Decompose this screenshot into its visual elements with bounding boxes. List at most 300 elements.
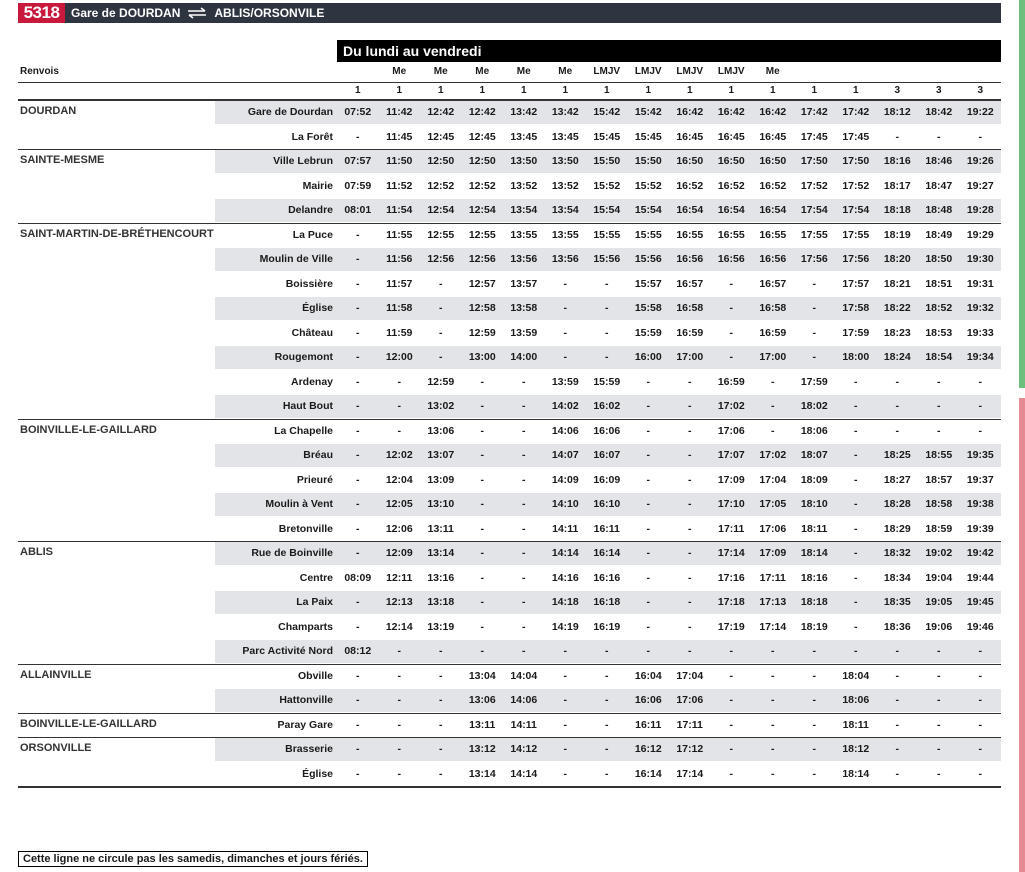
time-cell: 16:52 (717, 179, 745, 192)
time-cell: 13:54 (551, 204, 579, 216)
time-cell: 11:45 (386, 130, 413, 143)
time-cell: - (397, 424, 401, 437)
time-cell: 13:14 (427, 547, 455, 559)
time-cell: 14:02 (551, 400, 579, 412)
time-cell: 15:42 (634, 106, 662, 118)
time-cell: 19:35 (966, 449, 994, 461)
time-cell: 17:42 (800, 106, 828, 118)
time-cell: 16:06 (634, 694, 662, 706)
time-cell: - (812, 351, 816, 363)
day-code: LMJV (717, 66, 745, 77)
time-cell: 16:56 (717, 253, 745, 265)
time-cell: - (812, 277, 816, 290)
time-cell: 16:42 (759, 106, 787, 118)
time-cell: 16:04 (634, 669, 662, 682)
time-cell: - (854, 645, 858, 657)
time-cell: 12:13 (385, 596, 413, 608)
time-cell: 12:55 (427, 228, 455, 241)
time-cell: 18:17 (883, 179, 911, 192)
time-cell: - (480, 547, 484, 559)
time-cell: 13:52 (510, 179, 538, 192)
route-from: Gare de DOURDAN (71, 6, 181, 20)
time-cell: - (397, 767, 401, 780)
stop-name: Ardenay (290, 375, 333, 388)
time-cell: 08:09 (344, 571, 372, 584)
time-cell: - (646, 620, 650, 633)
time-cell: 17:59 (800, 375, 828, 388)
time-cell: 18:55 (925, 449, 953, 461)
time-cell: 13:10 (427, 498, 455, 510)
time-cell: - (356, 498, 360, 510)
time-cell: - (937, 718, 941, 731)
stop-name: Paray Gare (277, 718, 333, 731)
time-cell: 17:07 (717, 449, 745, 461)
table-row (0, 590, 1001, 615)
time-cell: - (439, 326, 443, 339)
time-cell: 19:28 (966, 204, 994, 216)
time-cell: - (356, 253, 360, 265)
time-cell: 12:54 (427, 204, 455, 216)
commune-name: BOINVILLE-LE-GAILLARD (20, 717, 157, 730)
time-cell: 17:11 (759, 571, 786, 584)
time-cell: 07:57 (344, 155, 372, 167)
time-cell: 19:06 (925, 620, 953, 633)
time-cell: - (480, 449, 484, 461)
time-cell: 17:52 (800, 179, 828, 192)
commune-name: ALLAINVILLE (20, 668, 92, 681)
time-cell: 18:12 (883, 106, 911, 118)
time-cell: - (854, 596, 858, 608)
time-cell: 15:56 (593, 253, 621, 265)
time-cell: 15:45 (593, 130, 621, 143)
time-cell: 16:14 (593, 547, 621, 559)
time-cell: - (356, 326, 360, 339)
time-cell: - (854, 375, 858, 388)
time-cell: 18:27 (883, 473, 911, 486)
time-cell: 17:19 (717, 620, 745, 633)
renvoi-number: 1 (769, 85, 776, 96)
time-cell: - (854, 473, 858, 486)
time-cell: - (563, 302, 567, 314)
time-cell: 11:42 (386, 106, 413, 118)
time-cell: 13:16 (427, 571, 455, 584)
time-cell: 19:45 (966, 596, 994, 608)
time-cell: 15:58 (634, 302, 662, 314)
day-code: LMJV (634, 66, 662, 77)
time-cell: 18:35 (883, 596, 911, 608)
table-row (0, 443, 1001, 468)
time-cell: 16:16 (593, 571, 621, 584)
time-cell: 13:12 (468, 743, 496, 755)
time-cell: 19:31 (966, 277, 994, 290)
time-cell: 15:52 (593, 179, 621, 192)
time-cell: 12:52 (427, 179, 455, 192)
time-cell: - (895, 130, 899, 143)
time-cell: - (688, 620, 692, 633)
time-cell: 19:37 (966, 473, 994, 486)
time-cell: - (522, 375, 526, 388)
time-cell: 19:05 (925, 596, 953, 608)
time-cell: 16:02 (593, 400, 621, 412)
time-cell: 16:10 (593, 498, 621, 510)
renvoi-number: 3 (935, 85, 942, 96)
time-cell: - (605, 718, 609, 731)
time-cell: 17:02 (759, 449, 787, 461)
time-cell: 16:42 (717, 106, 745, 118)
time-cell: 18:28 (883, 498, 911, 510)
commune-name: BOINVILLE-LE-GAILLARD (20, 423, 157, 436)
time-cell: 17:16 (717, 571, 745, 584)
time-cell: - (771, 694, 775, 706)
time-cell: 16:45 (676, 130, 704, 143)
time-cell: - (480, 596, 484, 608)
time-cell: 17:45 (842, 130, 870, 143)
time-cell: - (978, 767, 982, 780)
time-cell: 13:42 (551, 106, 579, 118)
time-cell: - (937, 375, 941, 388)
time-cell: 17:59 (842, 326, 870, 339)
time-cell: 18:32 (883, 547, 911, 559)
time-cell: 15:52 (634, 179, 662, 192)
time-cell: - (854, 400, 858, 412)
time-cell: 16:57 (676, 277, 704, 290)
time-cell: 18:34 (883, 571, 911, 584)
time-cell: 17:14 (676, 767, 704, 780)
time-cell: - (356, 596, 360, 608)
stop-name: Hattonville (279, 694, 333, 706)
day-code: Me (765, 66, 780, 77)
time-cell: 13:55 (551, 228, 579, 241)
time-cell: 16:07 (593, 449, 621, 461)
renvoi-number: 1 (728, 85, 735, 96)
time-cell: - (563, 694, 567, 706)
time-cell: 16:50 (759, 155, 787, 167)
time-cell: - (812, 767, 816, 780)
time-cell: - (439, 351, 443, 363)
time-cell: - (937, 669, 941, 682)
table-row (0, 223, 1001, 248)
time-cell: 18:04 (842, 669, 870, 682)
time-cell: - (937, 645, 941, 657)
table-row (0, 737, 1001, 762)
time-cell: 15:59 (634, 326, 662, 339)
time-cell: - (895, 400, 899, 412)
renvoi-number: 1 (520, 85, 527, 96)
time-cell: - (356, 375, 360, 388)
stop-name: La Chapelle (274, 424, 333, 437)
time-cell: 19:32 (966, 302, 994, 314)
renvoi-number: 1 (437, 85, 444, 96)
time-cell: - (854, 498, 858, 510)
time-cell: - (854, 620, 858, 633)
table-row (0, 296, 1001, 321)
time-cell: 17:04 (759, 473, 787, 486)
time-cell: 16:59 (676, 326, 704, 339)
day-code: Me (392, 66, 407, 77)
table-row (0, 247, 1001, 272)
time-cell: - (397, 694, 401, 706)
time-cell: - (356, 228, 360, 241)
time-cell: 19:44 (966, 571, 994, 584)
route-to: ABLIS/ORSONVILE (214, 6, 325, 20)
time-cell: 18:57 (925, 473, 953, 486)
time-cell: 16:45 (717, 130, 745, 143)
time-cell: 15:50 (593, 155, 621, 167)
time-cell: - (729, 718, 733, 731)
time-cell: - (854, 571, 858, 584)
time-cell: 08:12 (344, 645, 372, 657)
time-cell: - (522, 473, 526, 486)
bidirectional-arrow-icon (186, 7, 208, 19)
time-cell: 12:42 (427, 106, 455, 118)
time-cell: - (729, 645, 733, 657)
time-cell: 12:06 (385, 522, 413, 535)
time-cell: 17:11 (676, 718, 703, 731)
time-cell: 13:19 (427, 620, 455, 633)
time-cell: 14:14 (551, 547, 579, 559)
time-cell: 13:07 (427, 449, 455, 461)
time-cell: - (356, 669, 360, 682)
time-cell: 18:10 (800, 498, 828, 510)
time-cell: - (978, 694, 982, 706)
time-cell: 15:54 (593, 204, 621, 216)
time-cell: - (439, 277, 443, 290)
time-cell: - (563, 645, 567, 657)
table-row (0, 688, 1001, 713)
time-cell: - (646, 498, 650, 510)
day-code: LMJV (676, 66, 704, 77)
time-cell: - (439, 302, 443, 314)
time-cell: 07:52 (344, 106, 372, 118)
time-cell: 17:54 (800, 204, 828, 216)
side-accent-green (1019, 0, 1025, 388)
time-cell: 11:52 (386, 179, 413, 192)
time-cell: - (646, 571, 650, 584)
renvoi-number: 1 (603, 85, 610, 96)
time-cell: - (397, 743, 401, 755)
time-cell: 13:50 (510, 155, 538, 167)
time-cell: 17:18 (717, 596, 745, 608)
time-cell: - (688, 375, 692, 388)
time-cell: - (480, 498, 484, 510)
time-cell: 13:06 (468, 694, 496, 706)
time-cell: - (771, 743, 775, 755)
time-cell: 08:01 (344, 204, 372, 216)
time-cell: 14:06 (510, 694, 538, 706)
time-cell: 19:27 (966, 179, 994, 192)
time-cell: 17:04 (676, 669, 704, 682)
time-cell: 13:09 (427, 473, 455, 486)
time-cell: 14:09 (551, 473, 579, 486)
time-cell: - (895, 743, 899, 755)
time-cell: - (605, 669, 609, 682)
time-cell: - (522, 620, 526, 633)
time-cell: 18:52 (925, 302, 953, 314)
stop-name: Obville (297, 669, 333, 682)
time-cell: 17:06 (717, 424, 745, 437)
day-code: Me (475, 66, 490, 77)
time-cell: 11:59 (386, 326, 413, 339)
time-cell: 13:54 (510, 204, 538, 216)
table-row (0, 468, 1001, 493)
time-cell: - (688, 571, 692, 584)
time-cell: - (688, 547, 692, 559)
time-cell: - (480, 400, 484, 412)
time-cell: - (854, 547, 858, 559)
time-cell: 16:50 (717, 155, 745, 167)
time-cell: 17:02 (717, 400, 745, 412)
time-cell: 14:07 (551, 449, 579, 461)
time-cell: 19:26 (966, 155, 994, 167)
time-cell: - (937, 130, 941, 143)
time-cell: 14:18 (551, 596, 579, 608)
time-cell: 18:23 (883, 326, 911, 339)
stop-name: Boissière (285, 277, 333, 290)
stop-name: Centre (299, 571, 333, 584)
divider (18, 786, 1001, 788)
time-cell: - (522, 424, 526, 437)
time-cell: 11:57 (386, 277, 413, 290)
time-cell: 16:54 (717, 204, 745, 216)
time-cell: 18:06 (842, 694, 870, 706)
time-cell: 19:22 (966, 106, 994, 118)
time-cell: 15:57 (634, 277, 662, 290)
time-cell: - (978, 743, 982, 755)
table-row (0, 345, 1001, 370)
time-cell: 12:52 (468, 179, 496, 192)
time-cell: - (356, 718, 360, 731)
time-cell: 18:19 (800, 620, 828, 633)
time-cell: - (978, 669, 982, 682)
time-cell: 13:58 (510, 302, 538, 314)
time-cell: 13:18 (427, 596, 455, 608)
time-cell: 15:55 (634, 228, 662, 241)
time-cell: 14:11 (552, 522, 579, 535)
time-cell: 12:09 (385, 547, 413, 559)
time-cell: - (646, 547, 650, 559)
time-cell: 15:56 (634, 253, 662, 265)
time-cell: 14:19 (551, 620, 579, 633)
time-cell: - (978, 375, 982, 388)
time-cell: 16:52 (759, 179, 787, 192)
stop-name: Mairie (302, 179, 333, 192)
time-cell: - (356, 547, 360, 559)
stop-name: Rougemont (274, 351, 333, 363)
time-cell: - (646, 596, 650, 608)
time-cell: - (978, 130, 982, 143)
time-cell: 17:09 (759, 547, 787, 559)
time-cell: 18:24 (883, 351, 911, 363)
time-cell: 18:16 (800, 571, 828, 584)
time-cell: - (895, 767, 899, 780)
time-cell: 17:12 (676, 743, 704, 755)
time-cell: 12:42 (468, 106, 496, 118)
time-cell: - (812, 669, 816, 682)
renvoi-number: 1 (686, 85, 693, 96)
time-cell: 18:18 (883, 204, 911, 216)
day-code: Me (516, 66, 531, 77)
time-cell: 12:14 (385, 620, 413, 633)
time-cell: 17:09 (717, 473, 745, 486)
stop-name: Gare de Dourdan (247, 106, 333, 118)
time-cell: - (605, 767, 609, 780)
time-cell: 13:42 (510, 106, 538, 118)
time-cell: 19:34 (966, 351, 994, 363)
time-cell: 16:55 (676, 228, 704, 241)
time-cell: - (356, 400, 360, 412)
time-cell: 17:56 (842, 253, 870, 265)
time-cell: - (605, 326, 609, 339)
time-cell: 12:58 (468, 302, 496, 314)
time-cell: 12:02 (385, 449, 413, 461)
time-cell: - (605, 694, 609, 706)
day-code: LMJV (593, 66, 621, 77)
stop-name: La Puce (292, 228, 333, 241)
renvoi-number: 3 (977, 85, 984, 96)
time-cell: 12:54 (468, 204, 496, 216)
time-cell: 16:56 (759, 253, 787, 265)
time-cell: 15:55 (593, 228, 621, 241)
time-cell: 07:59 (344, 179, 372, 192)
time-cell: - (771, 424, 775, 437)
time-cell: 12:45 (427, 130, 455, 143)
time-cell: - (563, 351, 567, 363)
time-cell: 18:19 (883, 228, 911, 241)
table-row (0, 566, 1001, 591)
time-cell: - (729, 302, 733, 314)
table-row (0, 272, 1001, 297)
stop-name: Bretonville (278, 522, 333, 535)
time-cell: - (646, 522, 650, 535)
commune-name: SAINTE-MESME (20, 154, 105, 166)
time-cell: - (812, 326, 816, 339)
time-cell: 16:11 (635, 718, 662, 731)
time-cell: 11:56 (386, 253, 413, 265)
line-number-badge: 5318 (18, 3, 65, 23)
time-cell: - (978, 424, 982, 437)
table-row (0, 713, 1001, 738)
time-cell: 13:14 (468, 767, 496, 780)
time-cell: - (812, 694, 816, 706)
time-cell: 16:56 (676, 253, 704, 265)
time-cell: - (563, 743, 567, 755)
time-cell: - (978, 400, 982, 412)
time-cell: 18:11 (801, 522, 828, 535)
time-cell: - (978, 645, 982, 657)
time-cell: 17:58 (842, 302, 870, 314)
time-cell: 17:10 (717, 498, 745, 510)
commune-name: SAINT-MARTIN-DE-BRÉTHENCOURT (20, 227, 214, 240)
time-cell: 16:58 (676, 302, 704, 314)
time-cell: 16:55 (717, 228, 745, 241)
time-cell: - (895, 669, 899, 682)
time-cell: - (812, 718, 816, 731)
table-row (0, 100, 1001, 125)
time-cell: - (605, 743, 609, 755)
time-cell: - (937, 767, 941, 780)
time-cell: - (522, 596, 526, 608)
stop-name: Rue de Boinville (251, 547, 333, 559)
time-cell: - (522, 400, 526, 412)
table-row (0, 541, 1001, 566)
time-cell: 16:18 (593, 596, 621, 608)
time-cell: 16:55 (759, 228, 787, 241)
time-cell: 19:02 (925, 547, 953, 559)
time-cell: - (397, 645, 401, 657)
time-cell: - (729, 767, 733, 780)
time-cell: 13:45 (551, 130, 579, 143)
renvoi-number: 1 (852, 85, 859, 96)
